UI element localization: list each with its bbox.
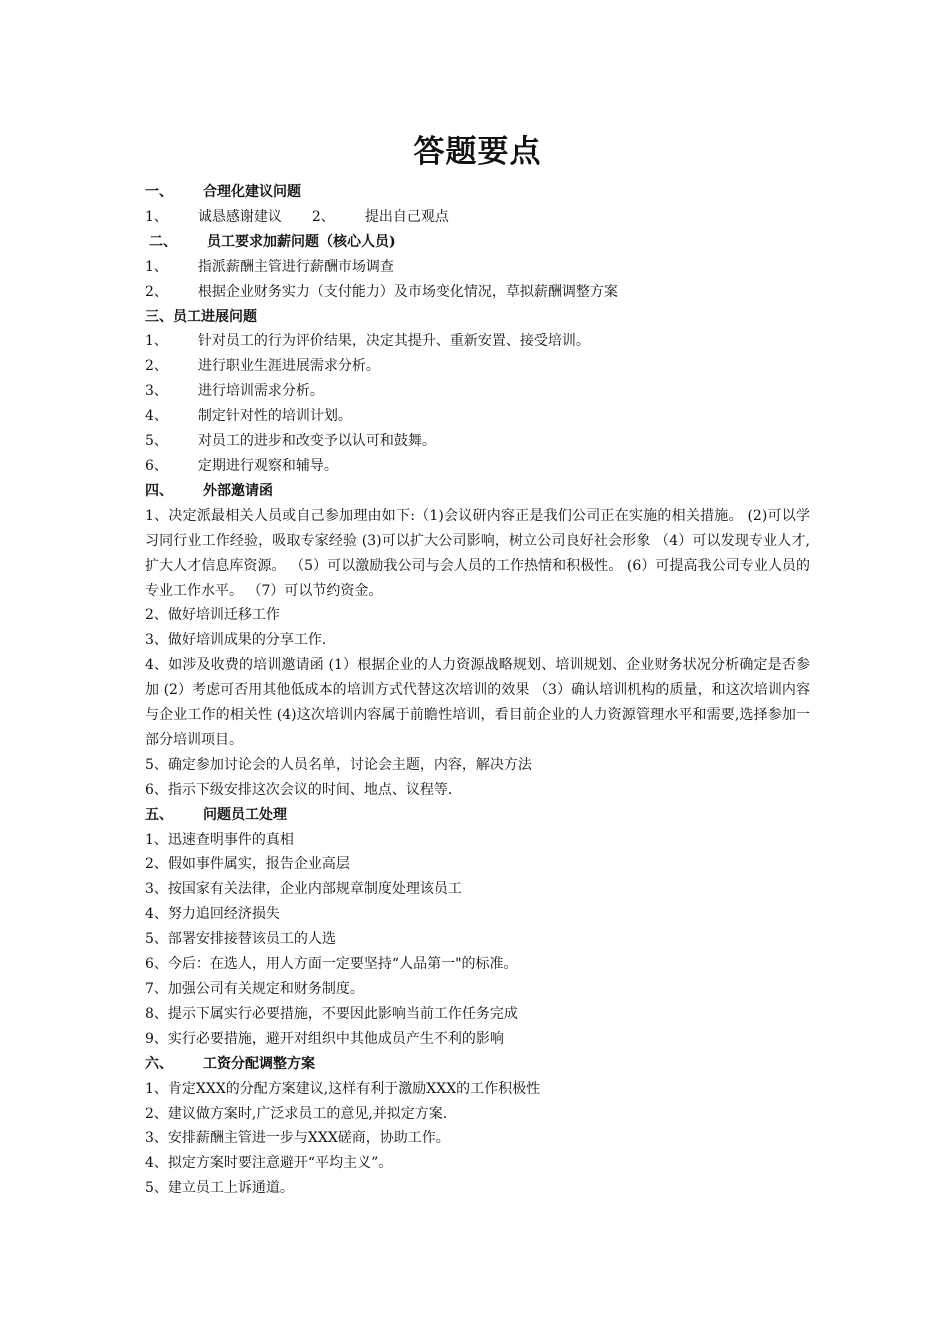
list-item: 3、按国家有关法律，企业内部规章制度处理该员工 bbox=[145, 881, 462, 898]
list-item: 9、实行必要措施，避开对组织中其他成员产生不利的影响 bbox=[145, 1030, 504, 1047]
item-text: 定期进行观察和辅导。 bbox=[197, 457, 338, 474]
item-text: 对员工的进步和改变予以认可和鼓舞。 bbox=[197, 433, 436, 450]
item-text: 指派薪酬主管进行薪酬市场调查 bbox=[197, 258, 394, 275]
section-6-heading bbox=[145, 1052, 810, 1077]
list-item: 3、安排薪酬主管进一步与XXX磋商，协助工作。 bbox=[145, 1130, 450, 1147]
list-item bbox=[145, 404, 810, 429]
section-3-heading: 三、员工进展问题 bbox=[145, 308, 257, 325]
list-item: 4、努力追回经济损失 bbox=[145, 906, 280, 923]
item-number: 3、 bbox=[145, 383, 168, 400]
section-1-item-1: 诚恳感谢建议 bbox=[197, 208, 282, 225]
section-6-number: 六、 bbox=[145, 1055, 173, 1072]
section-5-heading bbox=[145, 803, 810, 828]
item-number: 2、 bbox=[145, 283, 168, 300]
list-item bbox=[145, 429, 810, 454]
list-item: 2、做好培训迁移工作 bbox=[145, 607, 280, 624]
section-6-title: 工资分配调整方案 bbox=[203, 1055, 315, 1072]
section-1-number: 一、 bbox=[145, 184, 173, 200]
list-item: 1、肯定XXX的分配方案建议,这样有利于激励XXX的工作积极性 bbox=[145, 1080, 541, 1097]
section-1-item-1-number: 1、 bbox=[145, 208, 168, 225]
item-text: 进行培训需求分析。 bbox=[197, 383, 324, 400]
list-item: 6、指示下级安排这次会议的时间、地点、议程等. bbox=[145, 781, 453, 798]
list-item bbox=[145, 379, 810, 404]
item-text: 制定针对性的培训计划。 bbox=[197, 408, 352, 425]
item-number: 4、 bbox=[145, 408, 168, 425]
item-number: 2、 bbox=[145, 358, 168, 375]
section-5-number: 五、 bbox=[145, 806, 173, 823]
list-item: 8、提示下属实行必要措施，不要因此影响当前工作任务完成 bbox=[145, 1005, 518, 1022]
item-text: 进行职业生涯进展需求分析。 bbox=[197, 358, 380, 375]
section-1-item-2-number: 2、 bbox=[311, 208, 335, 225]
list-item: 1、迅速查明事件的真相 bbox=[145, 831, 294, 848]
item-text: 针对员工的行为评价结果，决定其提升、重新安置、接受培训。 bbox=[197, 333, 590, 350]
section-1-item-2: 提出自己观点 bbox=[364, 208, 449, 225]
list-item bbox=[145, 354, 810, 379]
section-4-paragraph-4: 4、如涉及收费的培训邀请函 (1）根据企业的人力资源战略规划、培训规划、企业财务状况分析确定是否参加 (2）考虑可否用其他低成本的培训方式代替这次培训的效果 （3）确认培训机构的质量，和这次培训内容与企业工作的相关性 (4)这次培训内容属于前瞻性培训，看目前企业的人力资源管理水平和需要,选择参加一部分培训项目。 bbox=[145, 657, 810, 748]
item-number: 1、 bbox=[145, 258, 168, 275]
section-2-heading bbox=[145, 230, 810, 255]
section-2-number: 二、 bbox=[149, 233, 177, 250]
item-text: 根据企业财务实力（支付能力）及市场变化情况，草拟薪酬调整方案 bbox=[197, 283, 618, 300]
item-number: 5、 bbox=[145, 433, 168, 450]
list-item: 2、建议做方案时,广泛求员工的意见,并拟定方案. bbox=[145, 1105, 448, 1122]
list-item: 7、加强公司有关规定和财务制度。 bbox=[145, 981, 364, 997]
list-item: 6、今后：在选人，用人方面一定要坚持“人品第一"的标准。 bbox=[145, 956, 518, 973]
page-title: 答题要点 bbox=[413, 134, 542, 170]
section-4-heading bbox=[145, 479, 810, 504]
list-item bbox=[145, 280, 810, 305]
list-item: 5、建立员工上诉通道。 bbox=[145, 1180, 294, 1197]
list-item: 3、做好培训成果的分享工作. bbox=[145, 632, 327, 649]
section-4-title: 外部邀请函 bbox=[203, 482, 273, 499]
section-1-heading bbox=[145, 180, 810, 205]
section-4-number: 四、 bbox=[145, 482, 173, 499]
section-4-paragraph-1: 1、决定派最相关人员或自己参加理由如下:（1)会议研内容正是我们公司正在实施的相关措施。 (2)可以学习同行业工作经验，吸取专家经验 (3)可以扩大公司影响，树立公司良好社会形象 （4）可以发现专业人才,扩大人才信息库资源。 （5）可以激励我公司与会人员的工作热情和积极性。 (6）可提高我公司专业人员的专业工作水平。 （7）可以节约资金。 bbox=[145, 507, 810, 599]
section-1-title: 合理化建议问题 bbox=[203, 184, 301, 200]
list-item bbox=[145, 454, 810, 479]
section-2-title: 员工要求加薪问题（核心人员) bbox=[207, 233, 396, 250]
item-number: 1、 bbox=[145, 333, 168, 350]
list-item: 5、确定参加讨论会的人员名单，讨论会主题，内容，解决方法 bbox=[145, 756, 532, 773]
item-number: 6、 bbox=[145, 457, 168, 474]
list-item: 2、假如事件属实，报告企业高层 bbox=[145, 856, 350, 873]
section-1-items bbox=[145, 205, 810, 230]
section-5-title: 问题员工处理 bbox=[203, 806, 287, 823]
list-item bbox=[145, 329, 810, 354]
list-item: 4、拟定方案时要注意避开“平均主义”。 bbox=[145, 1155, 393, 1172]
list-item: 5、部署安排接替该员工的人选 bbox=[145, 931, 336, 948]
document-body bbox=[145, 130, 810, 1201]
list-item bbox=[145, 255, 810, 280]
